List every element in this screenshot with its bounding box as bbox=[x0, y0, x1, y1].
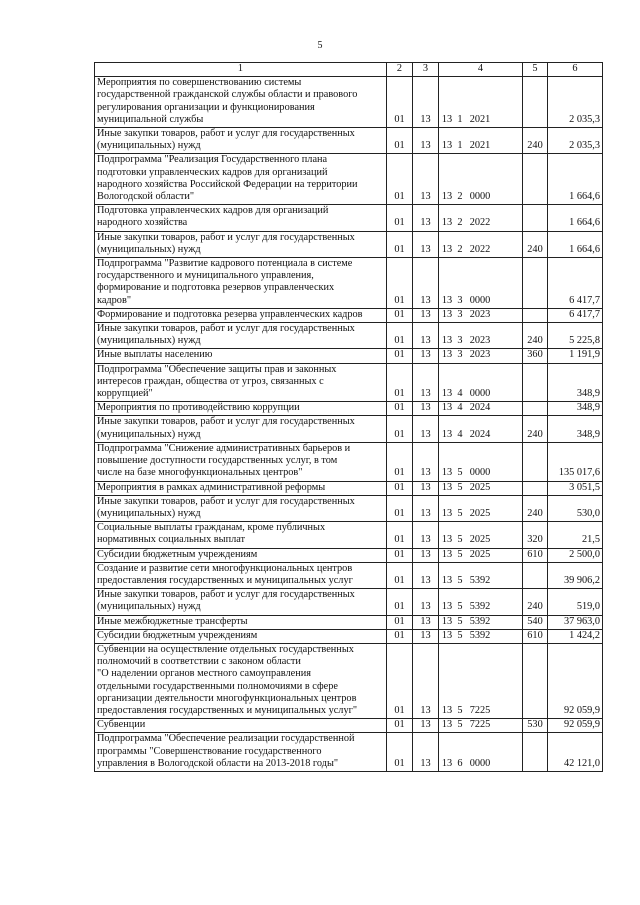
section-code-cell: 01 bbox=[387, 481, 413, 495]
program-code: 13 bbox=[441, 507, 453, 519]
header-cell: 3 bbox=[413, 63, 439, 77]
table-row bbox=[95, 481, 603, 495]
table-row bbox=[95, 363, 603, 402]
expense-type-cell: 240 bbox=[523, 495, 548, 521]
direction-code: 5392 bbox=[469, 629, 491, 641]
amount-cell: 348,9 bbox=[548, 363, 603, 402]
program-code: 13 bbox=[441, 467, 453, 479]
subprogram-code: 6 bbox=[457, 757, 463, 769]
direction-code: 2021 bbox=[469, 113, 491, 125]
subsection-code-cell: 13 bbox=[413, 442, 439, 481]
subsection-code-cell: 13 bbox=[413, 719, 439, 733]
section-code-cell: 01 bbox=[387, 629, 413, 643]
subprogram-code: 5 bbox=[457, 574, 463, 586]
section-code-cell: 01 bbox=[387, 258, 413, 309]
target-article-cell bbox=[439, 154, 523, 205]
row-name-cell: Иные закупки товаров, работ и услуг для государственных (муниципальных) нужд bbox=[95, 416, 387, 442]
header-cell: 4 bbox=[439, 63, 523, 77]
table-row bbox=[95, 733, 603, 772]
direction-code: 2024 bbox=[469, 402, 491, 414]
program-code: 13 bbox=[441, 349, 453, 361]
table-row bbox=[95, 128, 603, 154]
subprogram-code: 2 bbox=[457, 243, 463, 255]
program-code: 13 bbox=[441, 574, 453, 586]
expense-type-cell: 240 bbox=[523, 589, 548, 615]
amount-cell: 530,0 bbox=[548, 495, 603, 521]
amount-cell: 21,5 bbox=[548, 522, 603, 548]
row-name-cell: Подготовка управленческих кадров для организаций народного хозяйства bbox=[95, 205, 387, 231]
target-article-cell bbox=[439, 481, 523, 495]
subsection-code-cell: 13 bbox=[413, 495, 439, 521]
amount-cell: 92 059,9 bbox=[548, 643, 603, 718]
target-article-cell bbox=[439, 205, 523, 231]
target-article-cell bbox=[439, 589, 523, 615]
row-name-cell: Подпрограмма "Реализация Государственного плана подготовки управленческих кадров для организаций народного хозяйства Российской Федерации на территории Вологодской области" bbox=[95, 154, 387, 205]
subsection-code-cell: 13 bbox=[413, 363, 439, 402]
table-row bbox=[95, 589, 603, 615]
target-article-cell bbox=[439, 231, 523, 257]
direction-code: 5392 bbox=[469, 615, 491, 627]
target-article-cell bbox=[439, 442, 523, 481]
direction-code: 0000 bbox=[469, 467, 491, 479]
direction-code: 2022 bbox=[469, 243, 491, 255]
amount-cell: 42 121,0 bbox=[548, 733, 603, 772]
table-row bbox=[95, 562, 603, 588]
program-code: 13 bbox=[441, 757, 453, 769]
subsection-code-cell: 13 bbox=[413, 629, 439, 643]
section-code-cell: 01 bbox=[387, 522, 413, 548]
header-cell: 5 bbox=[523, 63, 548, 77]
amount-cell: 2 035,3 bbox=[548, 128, 603, 154]
table-row bbox=[95, 323, 603, 349]
direction-code: 5392 bbox=[469, 601, 491, 613]
subsection-code-cell: 13 bbox=[413, 416, 439, 442]
subsection-code-cell: 13 bbox=[413, 643, 439, 718]
amount-cell: 2 035,3 bbox=[548, 77, 603, 128]
program-code: 13 bbox=[441, 243, 453, 255]
program-code: 13 bbox=[441, 191, 453, 203]
expense-type-cell bbox=[523, 308, 548, 322]
page-number: 5 bbox=[317, 40, 323, 51]
section-code-cell: 01 bbox=[387, 77, 413, 128]
direction-code: 2024 bbox=[469, 428, 491, 440]
expense-type-cell bbox=[523, 402, 548, 416]
section-code-cell: 01 bbox=[387, 349, 413, 363]
subsection-code-cell: 13 bbox=[413, 402, 439, 416]
program-code: 13 bbox=[441, 629, 453, 641]
row-name-cell: Субвенции на осуществление отдельных государственных полномочий в соответствии с законом области "О наделении органов местного самоуправления отдельными государственными полномочиями в сфере организации деятельности многофункциональных центров предоставления государственных и муниципальных услуг" bbox=[95, 643, 387, 718]
program-code: 13 bbox=[441, 615, 453, 627]
amount-cell: 6 417,7 bbox=[548, 258, 603, 309]
section-code-cell: 01 bbox=[387, 363, 413, 402]
target-article-cell bbox=[439, 562, 523, 588]
subprogram-code: 1 bbox=[457, 113, 463, 125]
section-code-cell: 01 bbox=[387, 308, 413, 322]
amount-cell: 6 417,7 bbox=[548, 308, 603, 322]
row-name-cell: Субсидии бюджетным учреждениям bbox=[95, 548, 387, 562]
target-article-cell bbox=[439, 128, 523, 154]
target-article-cell bbox=[439, 402, 523, 416]
subprogram-code: 5 bbox=[457, 467, 463, 479]
program-code: 13 bbox=[441, 534, 453, 546]
row-name-cell: Подпрограмма "Обеспечение реализации государственной программы "Совершенствование государственного управления в Вологодской области на 2013-2018 годы" bbox=[95, 733, 387, 772]
amount-cell: 348,9 bbox=[548, 416, 603, 442]
subsection-code-cell: 13 bbox=[413, 615, 439, 629]
subprogram-code: 5 bbox=[457, 719, 463, 731]
program-code: 13 bbox=[441, 388, 453, 400]
subsection-code-cell: 13 bbox=[413, 154, 439, 205]
subsection-code-cell: 13 bbox=[413, 323, 439, 349]
program-code: 13 bbox=[441, 217, 453, 229]
section-code-cell: 01 bbox=[387, 128, 413, 154]
subprogram-code: 4 bbox=[457, 402, 463, 414]
subprogram-code: 5 bbox=[457, 481, 463, 493]
section-code-cell: 01 bbox=[387, 231, 413, 257]
direction-code: 7225 bbox=[469, 719, 491, 731]
section-code-cell: 01 bbox=[387, 416, 413, 442]
direction-code: 2023 bbox=[469, 308, 491, 320]
table-row bbox=[95, 231, 603, 257]
program-code: 13 bbox=[441, 481, 453, 493]
subprogram-code: 5 bbox=[457, 507, 463, 519]
subprogram-code: 5 bbox=[457, 601, 463, 613]
subprogram-code: 5 bbox=[457, 704, 463, 716]
direction-code: 7225 bbox=[469, 704, 491, 716]
direction-code: 2025 bbox=[469, 548, 491, 560]
expense-type-cell: 540 bbox=[523, 615, 548, 629]
table-row bbox=[95, 643, 603, 718]
subsection-code-cell: 13 bbox=[413, 77, 439, 128]
program-code: 13 bbox=[441, 140, 453, 152]
subprogram-code: 4 bbox=[457, 388, 463, 400]
program-code: 13 bbox=[441, 113, 453, 125]
amount-cell: 135 017,6 bbox=[548, 442, 603, 481]
expense-type-cell: 360 bbox=[523, 349, 548, 363]
row-name-cell: Формирование и подготовка резерва управленческих кадров bbox=[95, 308, 387, 322]
program-code: 13 bbox=[441, 601, 453, 613]
program-code: 13 bbox=[441, 402, 453, 414]
row-name-cell: Иные закупки товаров, работ и услуг для государственных (муниципальных) нужд bbox=[95, 231, 387, 257]
amount-cell: 37 963,0 bbox=[548, 615, 603, 629]
table-row bbox=[95, 402, 603, 416]
row-name-cell: Мероприятия по противодействию коррупции bbox=[95, 402, 387, 416]
direction-code: 5392 bbox=[469, 574, 491, 586]
program-code: 13 bbox=[441, 548, 453, 560]
target-article-cell bbox=[439, 719, 523, 733]
expense-type-cell bbox=[523, 258, 548, 309]
direction-code: 0000 bbox=[469, 757, 491, 769]
subprogram-code: 5 bbox=[457, 629, 463, 641]
section-code-cell: 01 bbox=[387, 402, 413, 416]
target-article-cell bbox=[439, 323, 523, 349]
section-code-cell: 01 bbox=[387, 643, 413, 718]
table-row bbox=[95, 77, 603, 128]
section-code-cell: 01 bbox=[387, 442, 413, 481]
expense-type-cell bbox=[523, 481, 548, 495]
table-row bbox=[95, 615, 603, 629]
target-article-cell bbox=[439, 615, 523, 629]
direction-code: 2023 bbox=[469, 349, 491, 361]
subsection-code-cell: 13 bbox=[413, 733, 439, 772]
section-code-cell: 01 bbox=[387, 548, 413, 562]
target-article-cell bbox=[439, 77, 523, 128]
expense-type-cell bbox=[523, 442, 548, 481]
expense-type-cell bbox=[523, 562, 548, 588]
amount-cell: 1 664,6 bbox=[548, 154, 603, 205]
amount-cell: 2 500,0 bbox=[548, 548, 603, 562]
subsection-code-cell: 13 bbox=[413, 589, 439, 615]
row-name-cell: Субсидии бюджетным учреждениям bbox=[95, 629, 387, 643]
subsection-code-cell: 13 bbox=[413, 349, 439, 363]
amount-cell: 1 191,9 bbox=[548, 349, 603, 363]
subsection-code-cell: 13 bbox=[413, 205, 439, 231]
table-row bbox=[95, 258, 603, 309]
direction-code: 0000 bbox=[469, 191, 491, 203]
target-article-cell bbox=[439, 416, 523, 442]
subsection-code-cell: 13 bbox=[413, 562, 439, 588]
target-article-cell bbox=[439, 522, 523, 548]
table-row bbox=[95, 416, 603, 442]
section-code-cell: 01 bbox=[387, 615, 413, 629]
subprogram-code: 3 bbox=[457, 349, 463, 361]
amount-cell: 3 051,5 bbox=[548, 481, 603, 495]
subprogram-code: 2 bbox=[457, 191, 463, 203]
expense-type-cell bbox=[523, 205, 548, 231]
subsection-code-cell: 13 bbox=[413, 481, 439, 495]
expense-type-cell: 320 bbox=[523, 522, 548, 548]
expense-type-cell bbox=[523, 154, 548, 205]
direction-code: 2022 bbox=[469, 217, 491, 229]
target-article-cell bbox=[439, 363, 523, 402]
program-code: 13 bbox=[441, 335, 453, 347]
expense-type-cell: 610 bbox=[523, 548, 548, 562]
program-code: 13 bbox=[441, 308, 453, 320]
table-row bbox=[95, 629, 603, 643]
row-name-cell: Иные закупки товаров, работ и услуг для государственных (муниципальных) нужд bbox=[95, 589, 387, 615]
section-code-cell: 01 bbox=[387, 562, 413, 588]
row-name-cell: Иные межбюджетные трансферты bbox=[95, 615, 387, 629]
direction-code: 2025 bbox=[469, 507, 491, 519]
amount-cell: 1 664,6 bbox=[548, 205, 603, 231]
table-row bbox=[95, 522, 603, 548]
row-name-cell: Иные выплаты населению bbox=[95, 349, 387, 363]
direction-code: 2025 bbox=[469, 534, 491, 546]
expense-type-cell: 240 bbox=[523, 416, 548, 442]
row-name-cell: Иные закупки товаров, работ и услуг для государственных (муниципальных) нужд bbox=[95, 495, 387, 521]
expense-type-cell: 240 bbox=[523, 128, 548, 154]
table-row bbox=[95, 154, 603, 205]
program-code: 13 bbox=[441, 294, 453, 306]
target-article-cell bbox=[439, 733, 523, 772]
amount-cell: 39 906,2 bbox=[548, 562, 603, 588]
table-row bbox=[95, 548, 603, 562]
table-row bbox=[95, 719, 603, 733]
budget-table bbox=[94, 62, 603, 772]
table-row bbox=[95, 308, 603, 322]
amount-cell: 519,0 bbox=[548, 589, 603, 615]
expense-type-cell: 240 bbox=[523, 231, 548, 257]
direction-code: 2021 bbox=[469, 140, 491, 152]
subsection-code-cell: 13 bbox=[413, 258, 439, 309]
amount-cell: 92 059,9 bbox=[548, 719, 603, 733]
amount-cell: 1 664,6 bbox=[548, 231, 603, 257]
expense-type-cell: 530 bbox=[523, 719, 548, 733]
subsection-code-cell: 13 bbox=[413, 308, 439, 322]
direction-code: 2023 bbox=[469, 335, 491, 347]
row-name-cell: Иные закупки товаров, работ и услуг для государственных (муниципальных) нужд bbox=[95, 323, 387, 349]
program-code: 13 bbox=[441, 428, 453, 440]
section-code-cell: 01 bbox=[387, 719, 413, 733]
subprogram-code: 3 bbox=[457, 335, 463, 347]
row-name-cell: Подпрограмма "Снижение административных барьеров и повышение доступности государственных услуг, в том числе на базе многофункциональных центров" bbox=[95, 442, 387, 481]
subsection-code-cell: 13 bbox=[413, 128, 439, 154]
section-code-cell: 01 bbox=[387, 495, 413, 521]
subprogram-code: 1 bbox=[457, 140, 463, 152]
subprogram-code: 5 bbox=[457, 534, 463, 546]
row-name-cell: Мероприятия в рамках административной реформы bbox=[95, 481, 387, 495]
amount-cell: 348,9 bbox=[548, 402, 603, 416]
subsection-code-cell: 13 bbox=[413, 522, 439, 548]
target-article-cell bbox=[439, 308, 523, 322]
section-code-cell: 01 bbox=[387, 205, 413, 231]
table-row bbox=[95, 349, 603, 363]
row-name-cell: Субвенции bbox=[95, 719, 387, 733]
row-name-cell: Создание и развитие сети многофункциональных центров предоставления государственных и муниципальных услуг bbox=[95, 562, 387, 588]
header-row bbox=[95, 63, 603, 77]
direction-code: 0000 bbox=[469, 388, 491, 400]
subprogram-code: 4 bbox=[457, 428, 463, 440]
header-cell: 1 bbox=[95, 63, 387, 77]
row-name-cell: Мероприятия по совершенствованию системы государственной гражданской службы области и правового регулирования организации и функционирования муниципальной службы bbox=[95, 77, 387, 128]
subprogram-code: 5 bbox=[457, 548, 463, 560]
row-name-cell: Социальные выплаты гражданам, кроме публичных нормативных социальных выплат bbox=[95, 522, 387, 548]
target-article-cell bbox=[439, 643, 523, 718]
table-row bbox=[95, 205, 603, 231]
row-name-cell: Иные закупки товаров, работ и услуг для государственных (муниципальных) нужд bbox=[95, 128, 387, 154]
subsection-code-cell: 13 bbox=[413, 548, 439, 562]
program-code: 13 bbox=[441, 719, 453, 731]
section-code-cell: 01 bbox=[387, 154, 413, 205]
table-row bbox=[95, 495, 603, 521]
program-code: 13 bbox=[441, 704, 453, 716]
expense-type-cell bbox=[523, 363, 548, 402]
target-article-cell bbox=[439, 629, 523, 643]
direction-code: 0000 bbox=[469, 294, 491, 306]
amount-cell: 5 225,8 bbox=[548, 323, 603, 349]
expense-type-cell bbox=[523, 643, 548, 718]
expense-type-cell: 240 bbox=[523, 323, 548, 349]
target-article-cell bbox=[439, 495, 523, 521]
row-name-cell: Подпрограмма "Развитие кадрового потенциала в системе государственного и муниципального управления, формирование и подготовка резервов управленческих кадров" bbox=[95, 258, 387, 309]
amount-cell: 1 424,2 bbox=[548, 629, 603, 643]
expense-type-cell bbox=[523, 733, 548, 772]
expense-type-cell bbox=[523, 77, 548, 128]
expense-type-cell: 610 bbox=[523, 629, 548, 643]
header-cell: 2 bbox=[387, 63, 413, 77]
direction-code: 2025 bbox=[469, 481, 491, 493]
section-code-cell: 01 bbox=[387, 733, 413, 772]
target-article-cell bbox=[439, 548, 523, 562]
table-row bbox=[95, 442, 603, 481]
subsection-code-cell: 13 bbox=[413, 231, 439, 257]
section-code-cell: 01 bbox=[387, 589, 413, 615]
row-name-cell: Подпрограмма "Обеспечение защиты прав и законных интересов граждан, общества от угроз, связанных с коррупцией" bbox=[95, 363, 387, 402]
target-article-cell bbox=[439, 258, 523, 309]
subprogram-code: 5 bbox=[457, 615, 463, 627]
subprogram-code: 3 bbox=[457, 294, 463, 306]
section-code-cell: 01 bbox=[387, 323, 413, 349]
header-cell: 6 bbox=[548, 63, 603, 77]
target-article-cell bbox=[439, 349, 523, 363]
subprogram-code: 3 bbox=[457, 308, 463, 320]
subprogram-code: 2 bbox=[457, 217, 463, 229]
